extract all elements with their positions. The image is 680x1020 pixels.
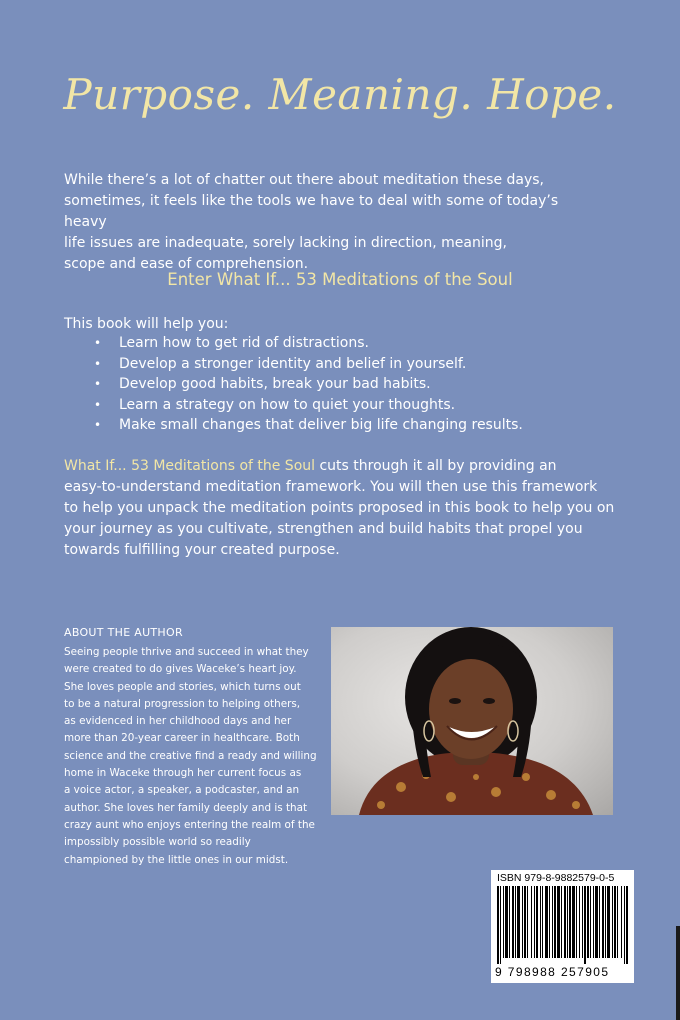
barcode-bar — [579, 886, 580, 958]
barcode-bar — [540, 886, 541, 958]
book-subtitle: Enter What If... 53 Meditations of the Soul — [167, 270, 513, 289]
barcode-bar — [572, 886, 575, 958]
barcode-bar — [505, 886, 508, 958]
barcode-bar — [534, 886, 535, 958]
barcode-bar — [599, 886, 600, 958]
barcode-bars — [497, 886, 628, 964]
list-item-text: Make small changes that deliver big life changing results. — [119, 417, 523, 433]
barcode-digits: 9 798988 257905 — [495, 965, 610, 979]
list-item — [64, 374, 523, 395]
barcode-bar — [545, 886, 548, 958]
barcode-bar — [515, 886, 516, 958]
about-line: were created to do gives Waceke’s heart joy. — [64, 663, 297, 676]
about-line: to be a natural progression to helping others, — [64, 697, 301, 710]
barcode-bar — [607, 886, 610, 958]
benefits-list — [64, 333, 523, 436]
barcode-bar — [554, 886, 556, 958]
barcode-bar — [549, 886, 550, 958]
barcode-bar — [614, 886, 616, 958]
list-item — [64, 354, 523, 375]
about-line: home in Waceke through her current focus as — [64, 767, 302, 780]
barcode-bar — [612, 886, 613, 958]
summary-line: your journey as you cultivate, strengthen and build habits that propel you — [64, 521, 583, 537]
about-line: more than 20-year career in healthcare. Both — [64, 732, 300, 745]
barcode-bar — [567, 886, 568, 958]
barcode-bar — [593, 886, 594, 958]
about-author-text — [64, 644, 326, 869]
barcode-bar — [509, 886, 510, 958]
barcode-bar — [624, 886, 625, 964]
bullet-icon: • — [94, 377, 102, 391]
about-line: science and the creative find a ready and willing — [64, 749, 317, 762]
list-item — [64, 415, 523, 436]
about-line: as evidenced in her childhood days and her — [64, 715, 292, 728]
summary-paragraph — [64, 456, 624, 561]
cover-edge-mark — [676, 926, 680, 1020]
barcode-bar — [500, 886, 501, 964]
about-line: impossibly possible world so readily — [64, 836, 251, 849]
barcode-bar — [582, 886, 583, 958]
intro-line: While there’s a lot of chatter out there about meditation these days, — [64, 172, 545, 188]
isbn-label: ISBN 979-8-9882579-0-5 — [497, 872, 615, 884]
barcode-bar — [497, 886, 499, 964]
about-author-heading: ABOUT THE AUTHOR — [64, 626, 183, 639]
list-item — [64, 333, 523, 354]
barcode-bar — [503, 886, 504, 958]
intro-line: sometimes, it feels like the tools we have to deal with some of today’s heavy — [64, 193, 559, 230]
barcode-bar — [531, 886, 532, 958]
barcode-bar — [522, 886, 523, 958]
barcode-bar — [536, 886, 538, 958]
summary-line: easy-to-understand meditation framework. You will then use this framework — [64, 479, 598, 495]
barcode-bar — [617, 886, 618, 958]
barcode-bar — [621, 886, 622, 958]
barcode-bar — [527, 886, 528, 958]
list-item-text: Learn a strategy on how to quiet your thoughts. — [119, 396, 456, 413]
barcode-bar — [626, 886, 628, 964]
list-item — [64, 395, 523, 416]
barcode-bar — [512, 886, 514, 958]
barcode-bar — [605, 886, 606, 958]
bullet-icon: • — [94, 397, 102, 412]
barcode-bar — [524, 886, 526, 958]
bullet-icon: • — [94, 356, 102, 371]
barcode-bar — [595, 886, 598, 958]
barcode-bar — [576, 886, 577, 958]
author-portrait-illustration — [331, 627, 613, 815]
barcode-bar — [542, 886, 543, 958]
isbn-barcode — [491, 870, 634, 983]
about-line: a voice actor, a speaker, a podcaster, and an — [64, 784, 300, 797]
barcode-bar — [557, 886, 560, 958]
barcode-bar — [569, 886, 571, 958]
summary-line: towards fulfilling your created purpose. — [64, 542, 340, 558]
summary-line — [64, 456, 624, 477]
bullet-icon: • — [94, 336, 102, 350]
summary-line: to help you unpack the meditation points proposed in this book to help you on — [64, 500, 615, 516]
list-item-text: Develop a stronger identity and belief in yourself. — [119, 355, 467, 372]
cover-headline: Purpose. Meaning. Hope. — [63, 70, 617, 119]
intro-paragraph — [64, 170, 604, 275]
barcode-bar — [602, 886, 604, 958]
barcode-bar — [517, 886, 520, 958]
about-line: She loves people and stories, which turns out — [64, 680, 301, 693]
intro-line: scope and ease of comprehension. — [64, 256, 309, 272]
about-line: crazy aunt who enjoys entering the realm of the — [64, 818, 315, 831]
summary-line-rest: cuts through it all by providing an — [315, 458, 557, 474]
barcode-bar — [587, 886, 589, 958]
barcode-bar — [590, 886, 591, 958]
intro-line: life issues are inadequate, sorely lacking in direction, meaning, — [64, 235, 507, 251]
bullet-icon: • — [94, 418, 102, 432]
barcode-bar — [564, 886, 566, 958]
about-line: author. She loves her family deeply and is that — [64, 801, 308, 814]
summary-book-title: What If... 53 Meditations of the Soul — [64, 458, 316, 474]
help-lead: This book will help you: — [64, 316, 229, 332]
author-photo — [331, 627, 613, 815]
about-line: championed by the little ones in our midst. — [64, 853, 289, 866]
barcode-bar — [561, 886, 562, 958]
about-line: Seeing people thrive and succeed in what they — [64, 646, 309, 658]
barcode-bar — [584, 886, 586, 964]
list-item-text: Develop good habits, break your bad habits. — [119, 376, 431, 392]
list-item-text: Learn how to get rid of distractions. — [119, 335, 369, 351]
barcode-bar — [552, 886, 553, 958]
